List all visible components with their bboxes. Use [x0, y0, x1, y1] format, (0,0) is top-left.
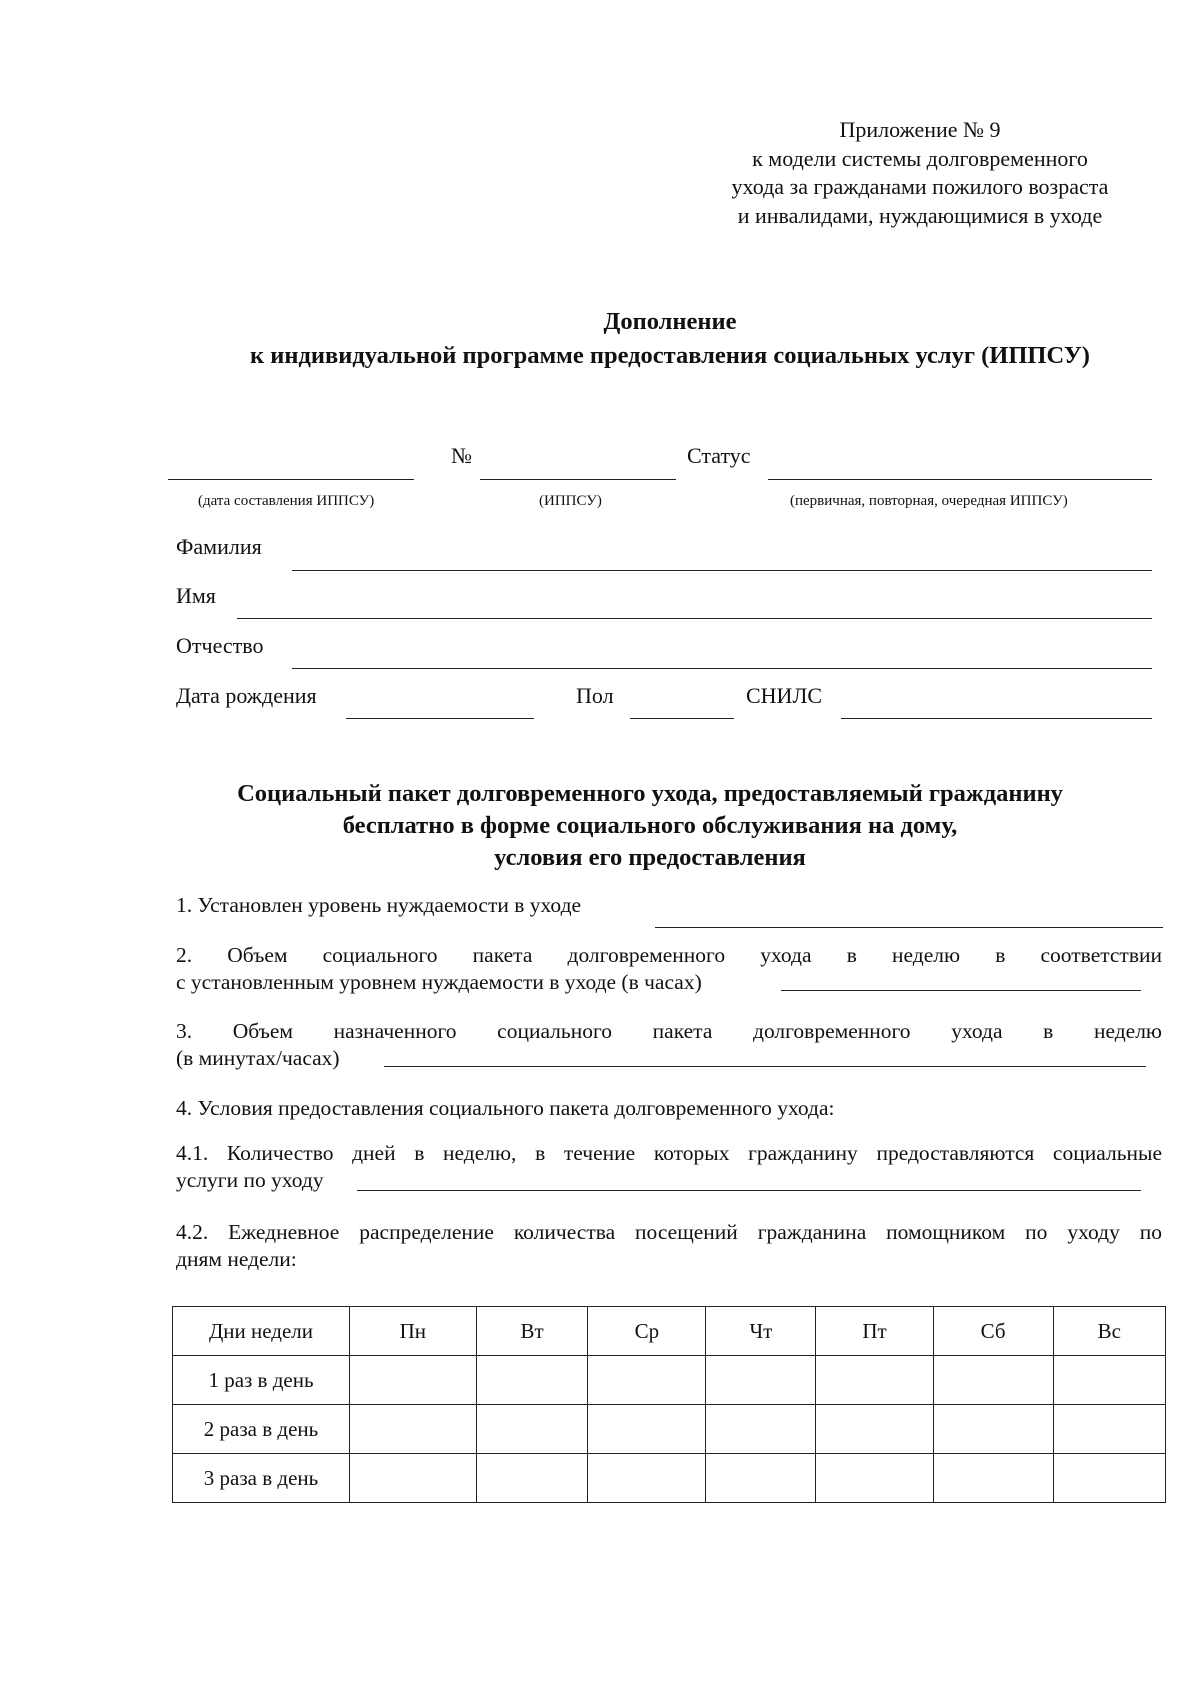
table-row-label: 1 раз в день: [173, 1356, 350, 1405]
table-cell[interactable]: [816, 1454, 933, 1503]
table-cell[interactable]: [1053, 1405, 1165, 1454]
status-field-line[interactable]: [768, 479, 1152, 480]
appendix-line-2: к модели системы долговременного: [752, 145, 1088, 171]
table-row-label: 2 раза в день: [173, 1405, 350, 1454]
snils-field-line[interactable]: [841, 718, 1152, 719]
ippsu-caption: (ИППСУ): [539, 493, 602, 509]
table-cell[interactable]: [588, 1356, 706, 1405]
item-3-line-1: 3. Объем назначенного социального пакета долговременного ухода в неделю: [176, 1019, 1162, 1043]
status-caption: (первичная, повторная, очередная ИППСУ): [790, 493, 1068, 509]
table-cell[interactable]: [816, 1356, 933, 1405]
need-level-field-line[interactable]: [655, 927, 1163, 928]
sex-field-line[interactable]: [630, 718, 734, 719]
table-header-row: [173, 1307, 1166, 1356]
table-header-cell: Пт: [816, 1307, 933, 1356]
title-line-2: к индивидуальной программе предоставления социальных услуг (ИППСУ): [250, 342, 1090, 369]
appendix-line-3: ухода за гражданами пожилого возраста: [731, 174, 1109, 199]
table-cell[interactable]: [350, 1356, 477, 1405]
table-row: [173, 1405, 1166, 1454]
date-field-line[interactable]: [168, 479, 414, 480]
item-1-text: 1. Установлен уровень нуждаемости в уходе: [176, 893, 582, 917]
snils-label: СНИЛС: [746, 683, 823, 708]
visits-table: [172, 1306, 1166, 1503]
table-cell[interactable]: [476, 1405, 588, 1454]
birthdate-field-line[interactable]: [346, 718, 534, 719]
item-4-text: 4. Условия предоставления социального пакета долговременного ухода:: [176, 1096, 835, 1120]
table-header-cell: Ср: [588, 1307, 706, 1356]
section-title-line-1: Социальный пакет долговременного ухода, предоставляемый гражданину: [237, 780, 1063, 807]
item-4-1-line-2: услуги по уходу: [176, 1168, 324, 1192]
table-row-label: 3 раза в день: [173, 1454, 350, 1503]
table-cell[interactable]: [816, 1405, 933, 1454]
item-4-2-line-1: 4.2. Ежедневное распределение количества посещений гражданина помощником по уходу по: [176, 1220, 1162, 1244]
number-label: №: [451, 443, 472, 468]
surname-label: Фамилия: [176, 534, 262, 559]
table-cell[interactable]: [1053, 1454, 1165, 1503]
birthdate-label: Дата рождения: [176, 683, 317, 708]
table-header-cell: Пн: [350, 1307, 477, 1356]
patronymic-label: Отчество: [176, 633, 264, 658]
table-header-cell: Вт: [476, 1307, 588, 1356]
sex-label: Пол: [576, 683, 614, 708]
table-cell[interactable]: [350, 1405, 477, 1454]
ippsu-number-field-line[interactable]: [480, 479, 676, 480]
table-cell[interactable]: [706, 1454, 816, 1503]
appendix-line-1: Приложение № 9: [839, 117, 1001, 142]
item-2-line-2: с установленным уровнем нуждаемости в уходе (в часах): [176, 970, 702, 994]
table-cell[interactable]: [350, 1454, 477, 1503]
table-cell[interactable]: [933, 1356, 1053, 1405]
section-title-line-3: условия его предоставления: [494, 844, 806, 871]
table-header-cell: Сб: [933, 1307, 1053, 1356]
table-cell[interactable]: [476, 1356, 588, 1405]
table-row: [173, 1454, 1166, 1503]
name-label: Имя: [176, 583, 216, 608]
package-volume-field-line[interactable]: [781, 990, 1141, 991]
patronymic-field-line[interactable]: [292, 668, 1152, 669]
document-title: [60, 305, 1200, 373]
table-cell[interactable]: [588, 1454, 706, 1503]
table-cell[interactable]: [588, 1405, 706, 1454]
table-cell[interactable]: [933, 1454, 1053, 1503]
surname-field-line[interactable]: [292, 570, 1152, 571]
table-cell[interactable]: [1053, 1356, 1165, 1405]
title-line-1: Дополнение: [603, 308, 737, 335]
status-label: Статус: [687, 443, 751, 468]
table-cell[interactable]: [933, 1405, 1053, 1454]
date-caption: (дата составления ИППСУ): [198, 493, 375, 509]
section-title-line-2: бесплатно в форме социального обслуживания на дому,: [342, 812, 958, 839]
appendix-header: [700, 116, 1140, 230]
table-cell[interactable]: [476, 1454, 588, 1503]
assigned-volume-field-line[interactable]: [384, 1066, 1146, 1067]
table-header-cell: Чт: [706, 1307, 816, 1356]
section-title: [150, 778, 1150, 874]
table-row: [173, 1356, 1166, 1405]
table-cell[interactable]: [706, 1405, 816, 1454]
table-header-cell: Дни недели: [173, 1307, 350, 1356]
item-4-1-line-1: 4.1. Количество дней в неделю, в течение которых гражданину предоставляются социальные: [176, 1141, 1162, 1165]
table-header-cell: Вс: [1053, 1307, 1165, 1356]
item-4-2-line-2: дням недели:: [176, 1247, 297, 1271]
table-cell[interactable]: [706, 1356, 816, 1405]
appendix-line-4: и инвалидами, нуждающимися в уходе: [737, 202, 1103, 228]
item-2-line-1: 2. Объем социального пакета долговременного ухода в неделю в соответствии: [176, 943, 1162, 967]
days-per-week-field-line[interactable]: [357, 1190, 1141, 1191]
item-3-line-2: (в минутах/часах): [176, 1046, 340, 1070]
name-field-line[interactable]: [237, 618, 1152, 619]
